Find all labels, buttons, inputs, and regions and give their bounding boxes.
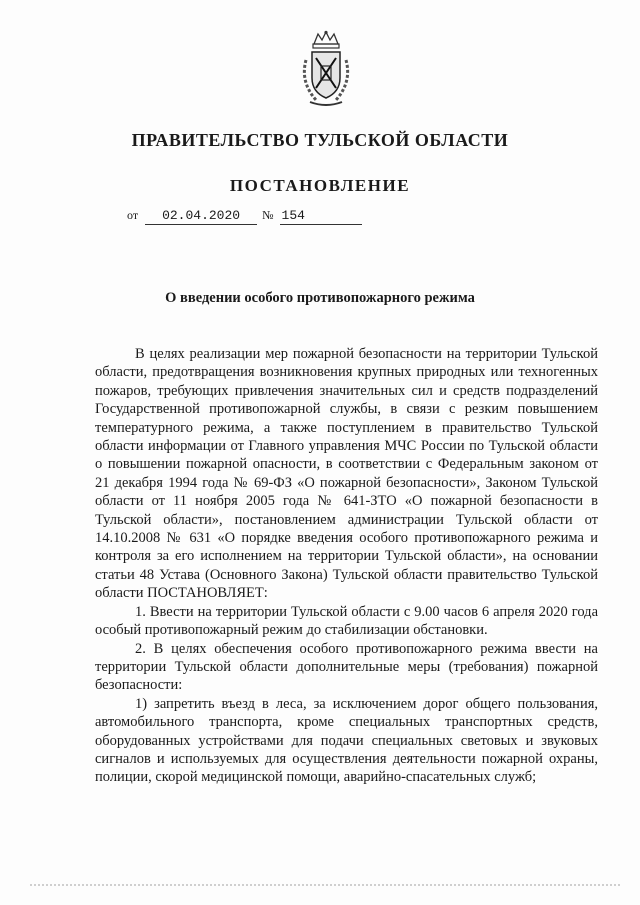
item-2-paragraph: 2. В целях обеспечения особого противопожарного режима ввести на территории Тульской области дополнительные меры (требования) пожарной безопасности: <box>95 640 598 694</box>
document-body <box>95 345 598 787</box>
document-subject: О введении особого противопожарного режима <box>165 290 475 306</box>
date-prefix: от <box>127 208 139 222</box>
document-date: 02.04.2020 <box>145 208 257 225</box>
document-number: 154 <box>280 208 362 225</box>
document-type-heading: ПОСТАНОВЛЕНИЕ <box>229 176 411 195</box>
number-prefix: № <box>262 208 274 222</box>
scan-edge-artifact <box>30 884 620 888</box>
item-2-1-paragraph: 1) запретить въезд в леса, за исключением дорог общего пользования, автомобильного транспорта, кроме специальных транспортных средств, оборудованных устройствами для подачи специальных световых и звуковых сигналов и используемых для осуществления деятельности пожарной охраны, полиции, скорой медицинской помощи, аварийно-спасательных служб; <box>95 695 598 786</box>
date-number-line <box>127 208 362 225</box>
item-1-paragraph: 1. Ввести на территории Тульской области с 9.00 часов 6 апреля 2020 года особый противопожарный режим до стабилизации обстановки. <box>95 603 598 639</box>
government-title: ПРАВИТЕЛЬСТВО ТУЛЬСКОЙ ОБЛАСТИ <box>131 130 509 150</box>
coat-of-arms-emblem <box>296 30 356 110</box>
preamble-paragraph: В целях реализации мер пожарной безопасности на территории Тульской области, предотвращения возникновения крупных природных или техногенных пожаров, требующих привлечения значительных сил и средств подразделений Государственной противопожарной службы, в связи с резким повышением температурного режима, а также поступлением в правительство Тульской области информации от Главного управления МЧС России по Тульской области о повышении пожарной опасности, в соответствии с Федеральным законом от 21 декабря 1994 года № 69-ФЗ «О пожарной безопасности», Законом Тульской области от 11 ноября 2005 года № 641-ЗТО «О пожарной безопасности в Тульской области», постановлением администрации Тульской области от 14.10.2008 № 631 «О порядке введения особого противопожарного режима и контроля за его исполнением на территории Тульской области», на основании статьи 48 Устава (Основного Закона) Тульской области правительство Тульской области ПОСТАНОВЛЯЕТ: <box>95 346 598 602</box>
